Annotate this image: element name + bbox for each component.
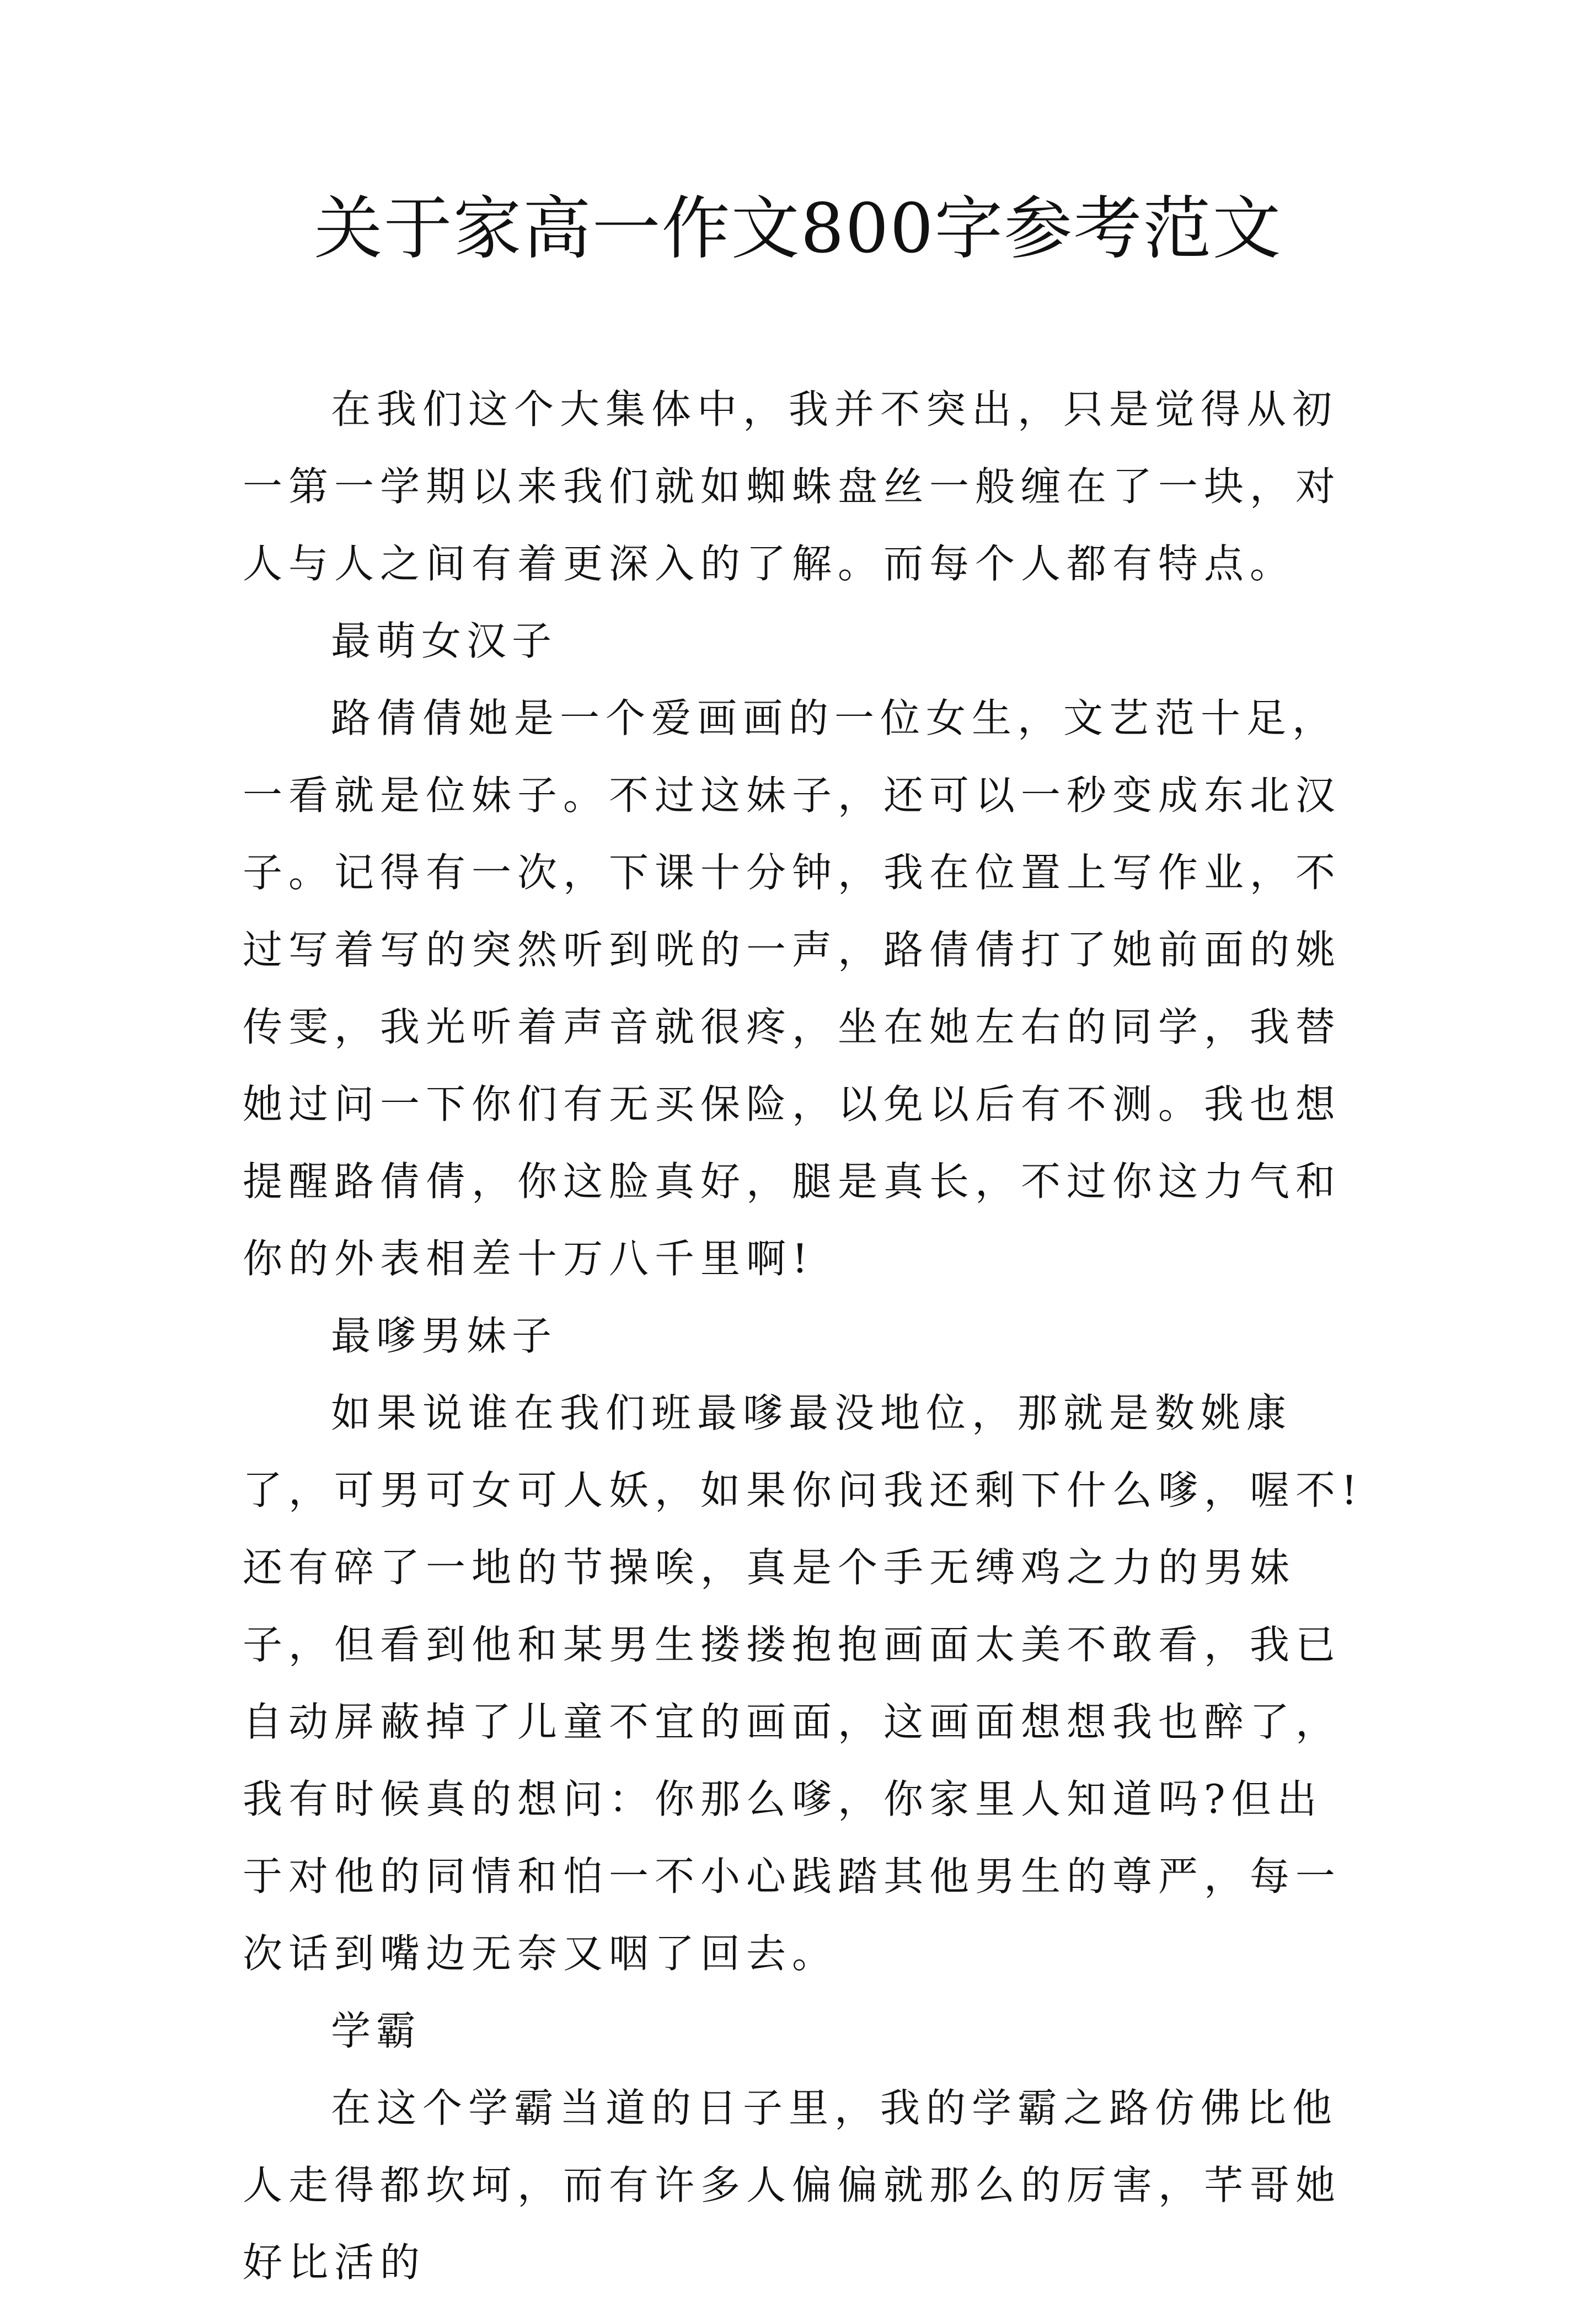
section-heading-3: 学霸 — [331, 2008, 422, 2054]
document-body — [243, 371, 1368, 2301]
section-heading-2: 最嗲男妹子 — [331, 1313, 558, 1359]
paragraph-intro: 在我们这个大集体中，我并不突出，只是觉得从初一第一学期以来我们就如蜘蛛盘丝一般缠在了一块，对人与人之间有着更深入的了解。而每个人都有特点。 — [243, 386, 1342, 587]
paragraph-section-1: 路倩倩她是一个爱画画的一位女生，文艺范十足，一看就是位妹子。不过这妹子，还可以一秒变成东北汉子。记得有一次，下课十分钟，我在位置上写作业，不过写着写的突然听到咣的一声，路倩倩打了她前面的姚传雯，我光听着声音就很疼，坐在她左右的同学，我替她过问一下你们有无买保险，以免以后有不测。我也想提醒路倩倩，你这脸真好，腿是真长，不过你这力气和你的外表相差十万八千里啊! — [243, 695, 1342, 1282]
paragraph-section-2: 如果说谁在我们班最嗲最没地位，那就是数姚康了，可男可女可人妖，如果你问我还剩下什么嗲，喔不!还有碎了一地的节操唉，真是个手无缚鸡之力的男妹子，但看到他和某男生搂搂抱抱画面太美不敢看，我已自动屏蔽掉了儿童不宜的画面，这画面想想我也醉了，我有时候真的想问：你那么嗲，你家里人知道吗?但出于对他的同情和怕一不小心践踏其他男生的尊严，每一次话到嘴边无奈又咽了回去。 — [243, 1390, 1363, 1977]
paragraph-section-3: 在这个学霸当道的日子里，我的学霸之路仿佛比他人走得都坎坷，而有许多人偏偏就那么的厉害，芊哥她好比活的 — [243, 2085, 1342, 2286]
document-title: 关于家高一作文800字参考范文 — [314, 189, 1282, 269]
section-heading-1: 最萌女汉子 — [331, 618, 558, 664]
